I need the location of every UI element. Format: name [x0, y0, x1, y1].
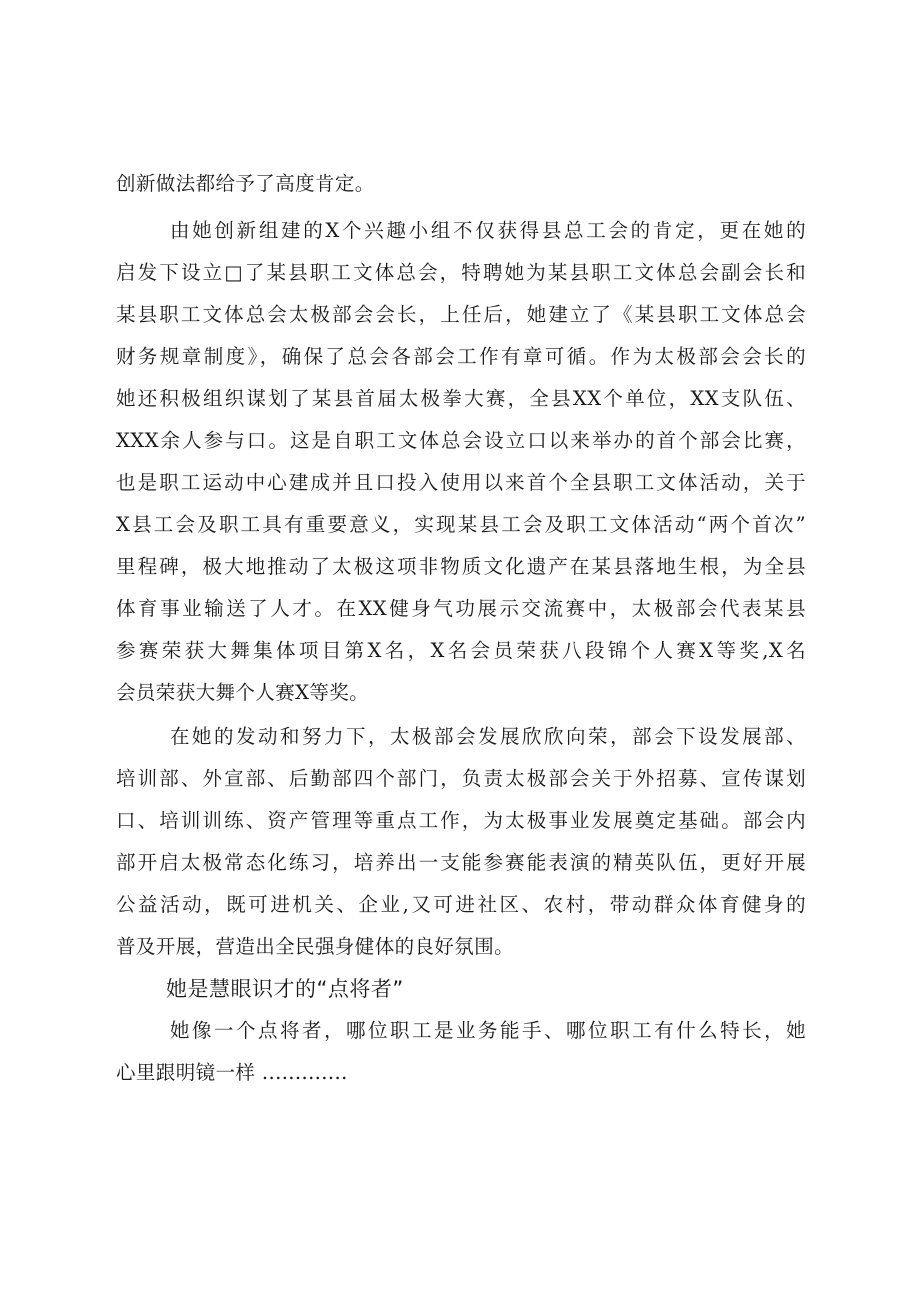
paragraph-line: 启发下设立□了某县职工文体总会，特聘她为某县职工文体总会副会长和	[116, 261, 806, 284]
section-heading: 她是慧眼识才的“点将者”	[166, 977, 404, 1001]
paragraph-line: 培训部、外宣部、后勤部四个部门，负责太极部会关于外招募、宣传谋划	[116, 767, 806, 790]
paragraph-line: 部开启太极常态化练习，培养出一支能参赛能表演的精英队伍，更好开展	[116, 851, 806, 874]
paragraph-line: 财务规章制度》，确保了总会各部会工作有章可循。作为太极部会会长的	[116, 345, 806, 368]
paragraph-line: 也是职工运动中心建成并且口投入使用以来首个全县职工文体活动，关于	[116, 471, 806, 494]
paragraph-line: 她像一个点将者，哪位职工是业务能手、哪位职工有什么特长，她	[170, 1019, 806, 1042]
paragraph-line: 某县职工文体总会太极部会会长，上任后，她建立了《某县职工文体总会	[116, 303, 806, 326]
paragraph-line: 口、培训训练、资产管理等重点工作，为太极事业发展奠定基础。部会内	[116, 809, 806, 832]
paragraph-line: 里程碑，极大地推动了太极这项非物质文化遗产在某县落地生根，为全县	[116, 555, 806, 578]
paragraph-line: 会员荣获大舞个人赛X等奖。	[116, 681, 370, 704]
paragraph-line: 参赛荣获大舞集体项目第X名，X名会员荣获八段锦个人赛X等奖,X名	[116, 639, 806, 662]
paragraph-line: 她还积极组织谋划了某县首届太极拳大赛，全县XX个单位，XX支队伍、	[116, 387, 806, 410]
paragraph-line: 普及开展，营造出全民强身健体的良好氛围。	[116, 935, 515, 958]
paragraph-line: 由她创新组建的X个兴趣小组不仅获得县总工会的肯定，更在她的	[170, 219, 806, 242]
paragraph-line: 公益活动，既可进机关、企业,又可进社区、农村，带动群众体育健身的	[116, 893, 806, 916]
paragraph-line: X县工会及职工具有重要意义，实现某县工会及职工文体活动“两个首次”	[116, 513, 806, 536]
paragraph-line: 在她的发动和努力下，太极部会发展欣欣向荣，部会下设发展部、	[170, 725, 806, 748]
paragraph-line: 创新做法都给予了高度肯定。	[116, 172, 375, 195]
paragraph-line: 心里跟明镜一样 .............	[116, 1061, 348, 1084]
paragraph-line: 体育事业输送了人才。在XX健身气功展示交流赛中，太极部会代表某县	[116, 597, 806, 620]
paragraph-line: XXX余人参与口。这是自职工文体总会设立口以来举办的首个部会比赛，	[116, 429, 806, 452]
